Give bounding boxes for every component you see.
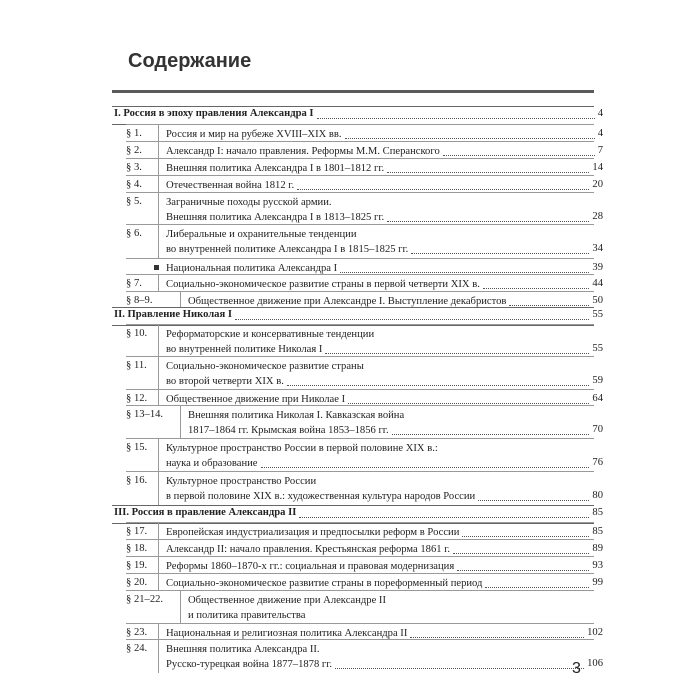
dot-leader (297, 189, 589, 190)
entry-line-1: Реформаторские и консервативные тенденции (166, 329, 375, 340)
entry-number: § 18. (126, 543, 148, 554)
entry-line-1: Европейская индустриализация и предпосылки реформ в России (166, 527, 460, 538)
entry-number: § 6. (126, 228, 142, 239)
entry-page: 102 (587, 627, 603, 638)
entry-text (166, 228, 408, 257)
entry-number: § 4. (126, 179, 142, 190)
entry-line-1: Либеральные и охранительные тенденции (166, 229, 357, 240)
toc-entry[interactable] (126, 539, 603, 557)
entry-line-1: Внешняя политика Александра II. (166, 644, 320, 655)
number-divider (158, 357, 159, 390)
entry-page: 70 (592, 424, 603, 435)
entry-line-1: Социально-экономическое развитие страны (166, 361, 364, 372)
dot-leader (261, 467, 590, 468)
dot-leader (317, 118, 595, 119)
toc-entry[interactable] (126, 471, 603, 506)
page-title: Содержание (128, 50, 252, 72)
entry-page: 44 (592, 278, 603, 289)
entry-number: § 10. (126, 328, 148, 339)
dot-leader (335, 668, 584, 669)
entry-page: 20 (592, 179, 603, 190)
toc-entry[interactable] (126, 522, 603, 540)
entry-page: 64 (592, 393, 603, 404)
entry-number: § 16. (126, 475, 148, 486)
entry-number: § 3. (126, 162, 142, 173)
entry-number: § 12. (126, 393, 148, 404)
entry-page: 39 (592, 262, 603, 273)
entry-line-2: наука и образование (166, 457, 258, 469)
dot-leader (325, 353, 589, 354)
entry-line-1: Общественное движение при Александре II (188, 595, 386, 606)
entry-number: § 21–22. (126, 594, 164, 605)
toc-entry[interactable] (126, 158, 603, 176)
dot-leader (345, 138, 595, 139)
dot-leader (387, 221, 589, 222)
toc-entry[interactable] (126, 291, 603, 308)
entry-line-2: во второй четверти XIX в. (166, 375, 284, 387)
toc-entry[interactable] (126, 405, 603, 439)
number-divider (158, 640, 159, 673)
entry-text (188, 594, 386, 623)
square-bullet-icon (154, 265, 159, 270)
number-divider (158, 275, 159, 292)
entry-page: 85 (592, 526, 603, 537)
entry-page: 59 (592, 375, 603, 386)
entry-text (166, 196, 384, 225)
entry-number: § 24. (126, 643, 148, 654)
number-divider (158, 574, 159, 591)
entry-line-1: Реформы 1860–1870-х гг.: социальная и правовая модернизация (166, 561, 455, 572)
entry-line-1: Внешняя политика Николая I. Кавказская война (188, 410, 405, 421)
entry-line-1: Социально-экономическое развитие страны в пореформенный период (166, 578, 483, 589)
toc-entry[interactable] (126, 224, 603, 259)
toc-entry[interactable] (126, 389, 603, 406)
toc-entry[interactable] (126, 141, 603, 159)
toc-entry[interactable] (126, 192, 603, 225)
entry-line-2: и политика правительства (188, 609, 306, 621)
entry-number: § 8–9. (126, 295, 153, 306)
toc-entry[interactable] (126, 623, 603, 640)
entry-number: § 17. (126, 526, 148, 537)
toc-entry[interactable] (126, 573, 603, 591)
toc-entry[interactable] (126, 124, 603, 142)
number-divider (158, 225, 159, 259)
entry-line-1: Национальная политика Александра I (166, 263, 338, 274)
entry-line-1: Россия и мир на рубеже XVIII–XIX вв. (166, 129, 342, 140)
section-page: 4 (597, 108, 603, 119)
number-divider (158, 142, 159, 159)
section-page: 55 (592, 309, 603, 320)
number-divider (158, 325, 159, 357)
section-title: III. Россия в правление Александра II (114, 507, 297, 518)
entry-page: 106 (587, 658, 603, 669)
entry-line-2: во внутренней политике Александра I в 1815–1825 гг. (166, 243, 409, 255)
toc-entry[interactable] (126, 175, 603, 193)
entry-line-2: Внешняя политика Александра I в 1813–1825 гг. (166, 211, 385, 223)
entry-page: 93 (592, 560, 603, 571)
entry-line-1: Культурное пространство России (166, 476, 317, 487)
toc-entry[interactable] (126, 639, 603, 673)
entry-number: § 5. (126, 196, 142, 207)
toc-entry[interactable] (126, 258, 603, 275)
dot-leader (411, 253, 589, 254)
entry-text (166, 475, 475, 504)
toc-entry[interactable] (126, 556, 603, 574)
number-divider (158, 557, 159, 574)
entry-line-1: Отечественная война 1812 г. (166, 180, 295, 191)
entry-page: 80 (592, 490, 603, 501)
number-divider (180, 292, 181, 308)
entry-page: 4 (597, 128, 603, 139)
toc-section-1[interactable] (112, 106, 603, 125)
entry-text (188, 409, 404, 438)
entry-page: 55 (592, 343, 603, 354)
entry-line-1: Социально-экономическое развитие страны в первой четверти XIX в. (166, 279, 480, 290)
number-divider (180, 406, 181, 439)
dot-leader (485, 587, 589, 588)
entry-line-1: Общественное движение при Александре I. Выступление декабристов (188, 296, 507, 307)
entry-line-2: Русско-турецкая война 1877–1878 гг. (166, 658, 333, 670)
entry-line-2: в первой половине XIX в.: художественная культура народов России (166, 490, 476, 502)
number-divider (158, 193, 159, 225)
number-divider (158, 540, 159, 557)
entry-page: 14 (592, 162, 603, 173)
dot-leader (453, 553, 589, 554)
dot-leader (387, 172, 589, 173)
dot-leader (509, 305, 589, 306)
entry-page: 34 (592, 243, 603, 254)
dot-leader (443, 155, 595, 156)
entry-line-2: во внутренней политике Николая I (166, 343, 323, 355)
entry-line-2: 1817–1864 гг. Крымская война 1853–1856 гг. (188, 424, 389, 436)
entry-line-1: Внешняя политика Александра I в 1801–1812 гг. (166, 163, 385, 174)
toc-entry[interactable] (126, 438, 603, 472)
entry-line-1: Александр II: начало правления. Крестьянская реформа 1861 г. (166, 544, 451, 555)
entry-text (166, 643, 332, 672)
number-divider (158, 439, 159, 472)
number-divider (158, 523, 159, 540)
dot-leader (462, 536, 589, 537)
entry-line-1: Культурное пространство России в первой половине XIX в.: (166, 443, 438, 454)
entry-number: § 1. (126, 128, 142, 139)
entry-page: 99 (592, 577, 603, 588)
dot-leader (410, 637, 584, 638)
dot-leader (392, 434, 590, 435)
toc-entry[interactable] (126, 356, 603, 390)
section-title: II. Правление Николая I (114, 309, 232, 320)
entry-page: 7 (597, 145, 603, 156)
toc-entry[interactable] (126, 324, 603, 357)
toc-entry[interactable] (126, 590, 594, 624)
entry-number: § 11. (126, 360, 147, 371)
dot-leader (457, 570, 589, 571)
entry-page: 28 (592, 211, 603, 222)
entry-page: 50 (592, 295, 603, 306)
entry-number: § 19. (126, 560, 148, 571)
number-divider (158, 390, 159, 406)
entry-line-1: Национальная и религиозная политика Александра II (166, 628, 408, 639)
number-divider (158, 624, 159, 640)
toc-entry[interactable] (126, 274, 603, 292)
title-divider (112, 90, 594, 93)
entry-number: § 20. (126, 577, 148, 588)
dot-leader (235, 319, 589, 320)
entry-line-1: Заграничные походы русской армии. (166, 197, 332, 208)
entry-page: 89 (592, 543, 603, 554)
entry-line-1: Общественное движение при Николае I (166, 394, 346, 405)
dot-leader (478, 500, 589, 501)
entry-number: § 15. (126, 442, 148, 453)
number-divider (158, 472, 159, 506)
dot-leader (483, 288, 590, 289)
entry-number: § 23. (126, 627, 148, 638)
dot-leader (340, 272, 589, 273)
section-page: 85 (592, 507, 603, 518)
entry-number: § 2. (126, 145, 142, 156)
dot-leader (348, 403, 589, 404)
number-divider (158, 159, 159, 176)
dot-leader (299, 517, 589, 518)
entry-line-1: Александр I: начало правления. Реформы М.М. Сперанского (166, 146, 440, 157)
entry-page: 76 (592, 457, 603, 468)
number-divider (158, 125, 159, 142)
section-title: I. Россия в эпоху правления Александра I (114, 108, 314, 119)
entry-number: § 13–14. (126, 409, 164, 420)
page-number: 3 (572, 660, 581, 677)
number-divider (158, 176, 159, 193)
number-divider (180, 591, 181, 624)
entry-number: § 7. (126, 278, 142, 289)
dot-leader (287, 385, 590, 386)
